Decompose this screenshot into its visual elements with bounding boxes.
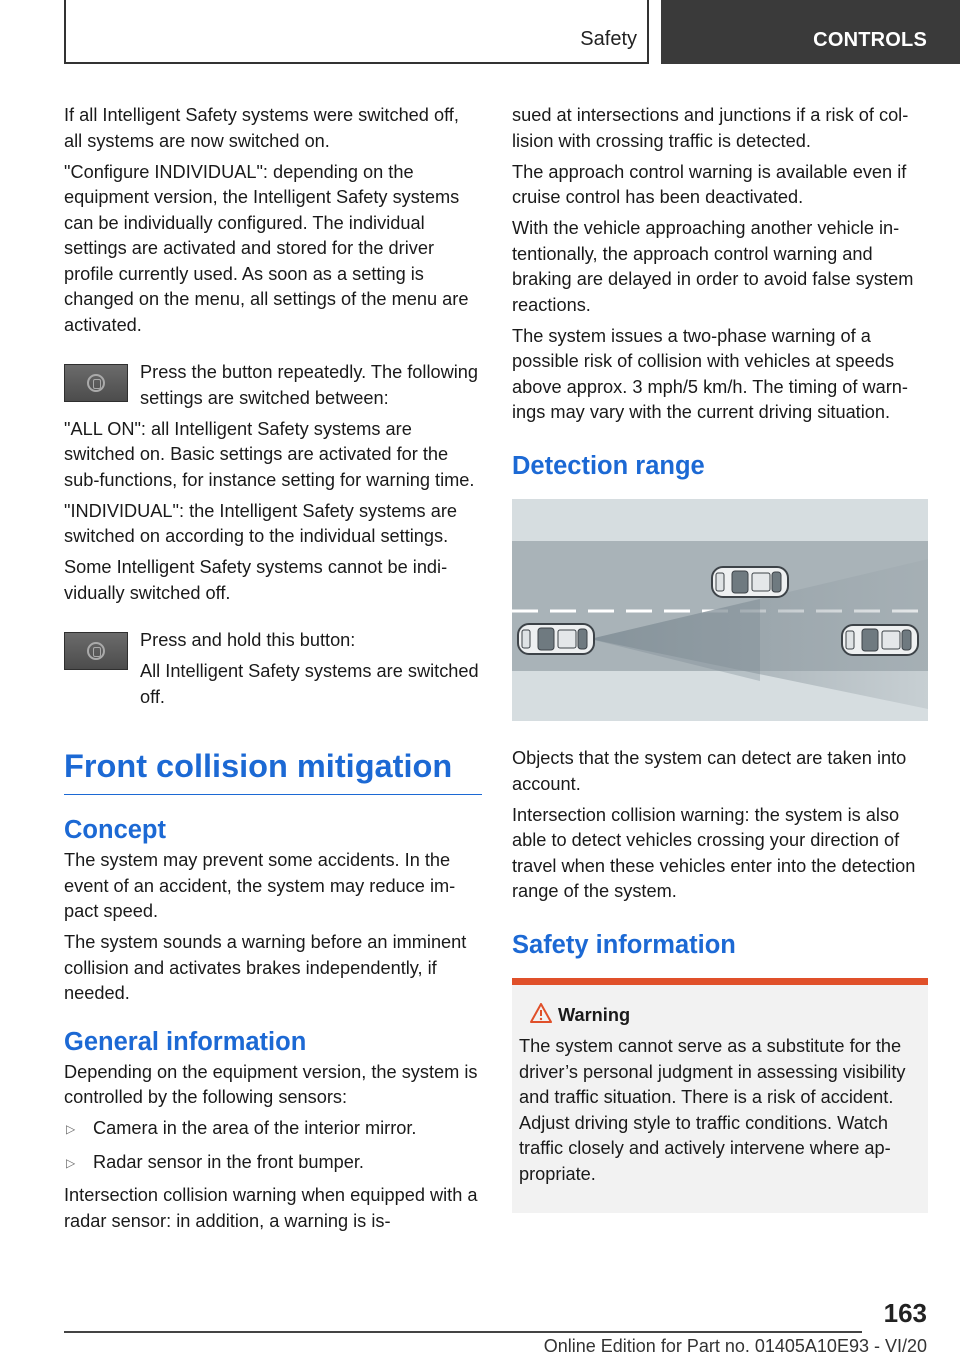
header-frame	[64, 0, 649, 64]
footer-rule	[64, 1331, 862, 1333]
paragraph: The system may prevent some accidents. In the event of an accident, the system may reduce impact speed.	[64, 850, 456, 921]
detection-range-illustration	[512, 499, 928, 721]
safety-button-icon	[87, 374, 105, 392]
paragraph: Intersection collision warning when equipped with a radar sensor: in addition, a warning is is-	[64, 1185, 478, 1231]
header-chapter-tab	[661, 0, 960, 64]
paragraph: The approach control warning is available even if cruise control has been deactivated.	[512, 161, 907, 207]
button-instruction	[64, 628, 482, 710]
sensor-list	[64, 1116, 482, 1175]
ego-car	[518, 624, 594, 654]
paragraph: The system sounds a warning before an imminent collision and activates brakes independently, if needed.	[64, 932, 467, 1003]
subsection-title: Concept	[64, 816, 166, 844]
paragraph: Depending on the equipment version, the system is controlled by the following sensors:	[64, 1061, 478, 1107]
paragraph: The system issues a two-phase warning of a possible risk of collision with vehicles at speeds above approx. 3 mph/5 km/h. The timing of warnings may vary with the current driving situation.	[512, 325, 908, 422]
header-chapter-label: CONTROLS	[813, 29, 927, 51]
list-item-text: Radar sensor in the front bumper.	[93, 1151, 364, 1172]
button-instruction	[64, 360, 482, 411]
safety-button-image	[64, 364, 128, 402]
warning-heading	[519, 1003, 922, 1029]
paragraph: Press the button repeatedly. The following settings are switched between:	[140, 362, 479, 408]
list-item-text: Camera in the area of the interior mirror.	[93, 1118, 417, 1138]
paragraph: If all Intelligent Safety systems were switched off, all systems are now switched on.	[64, 105, 459, 151]
paragraph: sued at intersections and junctions if a risk of collision with crossing traffic is detected.	[512, 105, 909, 151]
subsection-title: General information	[64, 1027, 307, 1056]
triangle-bullet-icon: ▷	[66, 1122, 76, 1136]
safety-button-icon	[87, 642, 105, 660]
list-item	[64, 1150, 482, 1176]
paragraph: "Configure INDIVIDUAL": depending on the equipment version, the Intelligent Safety systems can be individually configured. The individual settings are activated and stored for the driver profile currently used. As soon as a setting is changed on the menu, all settings of the menu are activated.	[64, 161, 469, 335]
right-column	[512, 103, 928, 1213]
paragraph: With the vehicle approaching another vehicle intentionally, the approach control warning and braking are delayed in order to avoid false system reactions.	[512, 218, 914, 315]
paragraph: Objects that the system can detect are taken into account.	[512, 748, 907, 794]
paragraph: "ALL ON": all Intelligent Safety systems are switched on. Basic settings are activated for the sub-functions, for instance setting for warning time.	[64, 418, 475, 490]
paragraph-text: All Intelligent Safety systems are switched off.	[140, 661, 479, 707]
paragraph: Intersection collision warning: the system is also able to detect vehicles crossing your direction of travel when these vehicles enter into the detection range of the system.	[512, 804, 916, 901]
subsection-title: Detection range	[512, 451, 705, 480]
section-title: Front collision mitigation	[64, 748, 482, 795]
warning-box	[512, 978, 928, 1213]
page-number: 163	[883, 1298, 927, 1328]
warning-triangle-icon	[530, 1003, 552, 1023]
list-item	[64, 1116, 482, 1142]
car-ahead-left-lane	[712, 567, 788, 597]
footer-edition: Online Edition for Part no. 01405A10E93 - VI/20	[543, 1336, 927, 1356]
warning-title: Warning	[558, 1004, 631, 1025]
warning-text: The system cannot serve as a substitute for the driver’s personal judgment in assessing visibility and traffic situation. There is a risk of accident. Adjust driving style to traffic conditions. Watch traffic closely and actively intervene where appropriate.	[519, 1036, 906, 1184]
paragraph: Some Intelligent Safety systems cannot be individually switched off.	[64, 557, 448, 603]
header-section-title: Safety	[580, 28, 637, 50]
safety-button-image	[64, 632, 128, 670]
paragraph: Press and hold this button:	[140, 630, 356, 650]
subsection-title: Safety information	[512, 930, 736, 959]
paragraph: "INDIVIDUAL": the Intelligent Safety systems are switched on according to the individual settings.	[64, 500, 457, 546]
left-column	[64, 103, 482, 1240]
car-ahead-same-lane	[842, 625, 918, 655]
triangle-bullet-icon: ▷	[66, 1155, 76, 1170]
